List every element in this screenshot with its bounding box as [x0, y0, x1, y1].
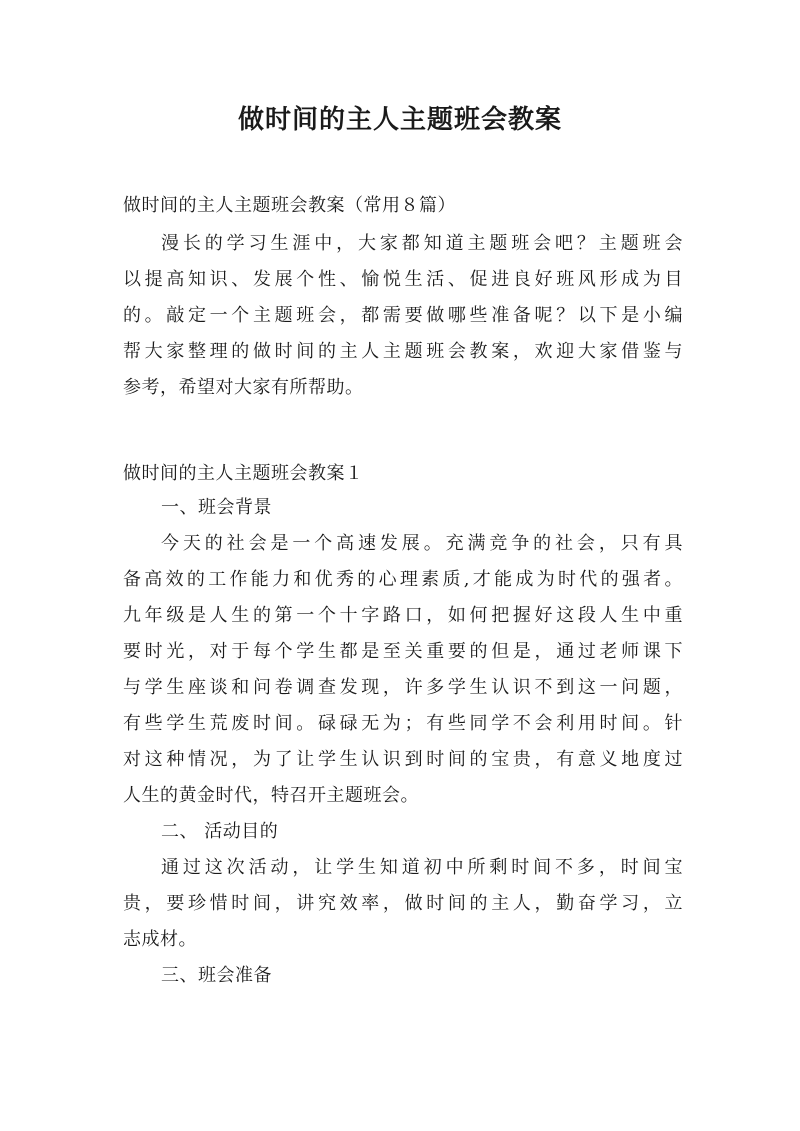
- paragraph-line: 有些学生荒废时间。碌碌无为；有些同学不会利用时间。针: [123, 713, 683, 734]
- paragraph-line: 贵，要珍惜时间，讲究效率，做时间的主人，勤奋学习，立: [123, 893, 683, 914]
- paragraph-line: 今天的社会是一个高速发展。充满竞争的社会，只有具: [161, 533, 683, 554]
- section-title-line: 做时间的主人主题班会教案１: [123, 463, 364, 484]
- intro-line: 帮大家整理的做时间的主人主题班会教案，欢迎大家借鉴与: [123, 341, 683, 362]
- section-heading: 一、班会背景: [161, 497, 272, 518]
- page-title: 做时间的主人主题班会教案: [237, 105, 562, 135]
- paragraph-line: 通过这次活动，让学生知道初中所剩时间不多，时间宝: [161, 857, 683, 878]
- paragraph-line: 对这种情况，为了让学生认识到时间的宝贵，有意义地度过: [123, 749, 683, 770]
- intro-line: 以提高知识、发展个性、愉悦生活、促进良好班风形成为目: [123, 269, 683, 290]
- intro-line: 漫长的学习生涯中，大家都知道主题班会吧？主题班会: [161, 233, 683, 254]
- section-body: [123, 490, 683, 994]
- paragraph-line: 人生的黄金时代，特召开主题班会。: [123, 785, 419, 806]
- paragraph-line: 与学生座谈和问卷调查发现，许多学生认识不到这一问题，: [123, 677, 683, 698]
- section-heading: 三、班会准备: [161, 965, 272, 986]
- document-subtitle: [123, 188, 683, 224]
- intro-line: 的。敲定一个主题班会，都需要做哪些准备呢？以下是小编: [123, 305, 683, 326]
- intro-paragraph: [123, 226, 683, 406]
- paragraph-line: 要时光，对于每个学生都是至关重要的但是，通过老师课下: [123, 641, 683, 662]
- intro-line: 参考，希望对大家有所帮助。: [123, 377, 364, 398]
- subtitle-line: 做时间的主人主题班会教案（常用８篇）: [123, 195, 456, 216]
- paragraph-line: 备高效的工作能力和优秀的心理素质,才能成为时代的强者。: [123, 569, 683, 590]
- paragraph-line: 志成材。: [123, 929, 197, 950]
- section-title: [123, 456, 683, 492]
- paragraph-line: 九年级是人生的第一个十字路口，如何把握好这段人生中重: [123, 605, 683, 626]
- section-heading: 二、 活动目的: [161, 821, 279, 842]
